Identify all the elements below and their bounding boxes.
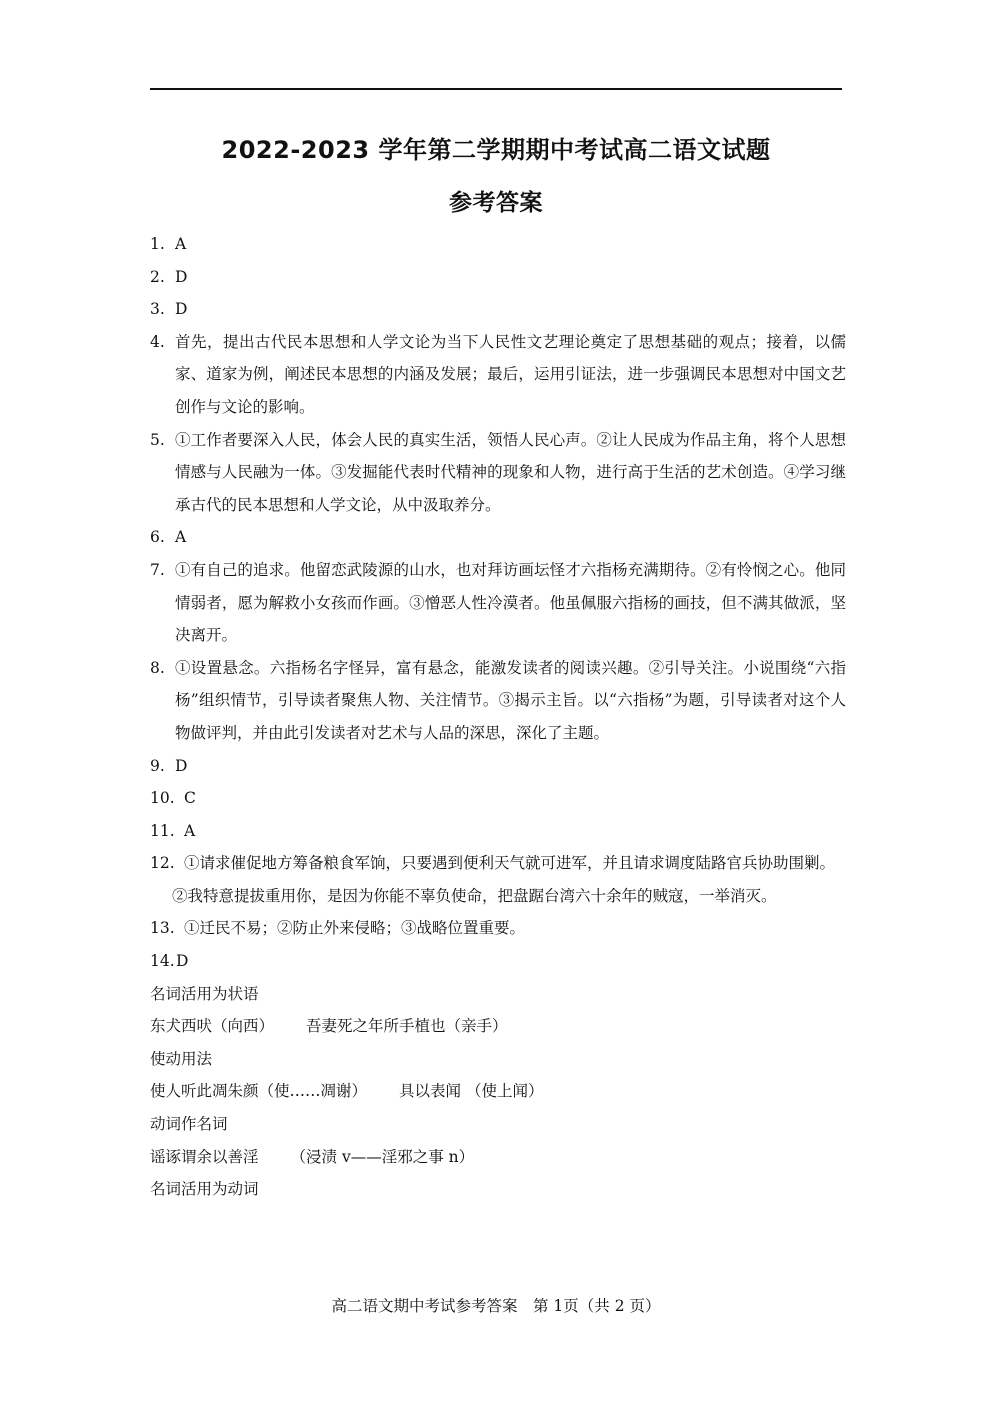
note-heading-4: 名词活用为动词 (150, 1180, 259, 1199)
answer-item-11 (150, 815, 846, 848)
answer-number: 10. (150, 789, 175, 808)
note-example: 使人听此凋朱颜（使……凋谢） (150, 1082, 368, 1101)
answer-number: 8. (150, 658, 165, 677)
page-footer: 高二语文期中考试参考答案 第 1页（共 2 页） (331, 1297, 661, 1315)
answer-item-2 (150, 261, 846, 294)
answer-number: 12. (150, 854, 175, 873)
answer-text (184, 847, 846, 880)
note-example: 东犬西吠（向西） (150, 1017, 275, 1036)
note-example: 谣诼谓余以善淫 (150, 1147, 259, 1166)
note-example: 具以表闻 （使上闻） (399, 1082, 544, 1101)
answer-text: D (176, 952, 189, 971)
answer-item-14 (150, 945, 846, 978)
note-example: （浸渍 v——淫邪之事 n） (290, 1147, 475, 1166)
answer-text: A (175, 528, 187, 547)
answer-text: ①工作者要深入人民，体会人民的真实生活，领悟人民心声。②让人民成为作品主角，将个人思想情感与人民融为一体。③发掘能代表时代精神的现象和人物，进行高于生活的艺术创造。④学习继承古代的民本思想和人学文论，从中汲取养分。 (175, 430, 846, 514)
answer-item-9 (150, 750, 846, 783)
note-example: 吾妻死之年所手植也（亲手） (306, 1017, 508, 1036)
answer-text: D (175, 267, 188, 286)
note-heading-2: 使动用法 (150, 1049, 213, 1068)
answer-text: ①有自己的追求。他留恋武陵源的山水，也对拜访画坛怪才六指杨充满期待。②有怜悯之心。他同情弱者，愿为解救小女孩而作画。③憎恶人性冷漠者。他虽佩服六指杨的画技，但不满其做派，坚决离开。 (175, 560, 846, 645)
page-subtitle: 参考答案 (449, 190, 543, 216)
answer-number: 1. (150, 235, 165, 253)
answer-list (150, 228, 846, 1206)
answer-number: 9. (150, 756, 165, 775)
answer-item-3 (150, 293, 846, 326)
answer-number: 3. (150, 300, 165, 319)
answer-number: 6. (150, 528, 165, 547)
answer-number: 2. (150, 267, 165, 286)
answer-item-1 (150, 228, 846, 261)
answer-item-5 (150, 424, 846, 522)
answer-text: C (184, 789, 196, 808)
answer-item-10 (150, 782, 846, 815)
note-heading-3: 动词作名词 (150, 1115, 228, 1134)
answer-item-8 (150, 652, 846, 750)
answer-text: ①迁民不易；②防止外来侵略；③战略位置重要。 (184, 919, 526, 938)
answer-number: 11. (150, 821, 175, 840)
note-line-2 (150, 1075, 846, 1108)
answer-text: A (175, 235, 187, 253)
answer-number: 7. (150, 560, 165, 579)
answer-item-7 (150, 554, 846, 652)
note-line-3 (150, 1141, 846, 1174)
answer-item-4 (150, 326, 846, 424)
answer-number: 5. (150, 430, 165, 449)
answer-item-13 (150, 912, 846, 945)
header-rule (150, 88, 842, 90)
page-title: 2022-2023 学年第二学期期中考试高二语文试题 (221, 136, 771, 164)
answer-text: ①设置悬念。六指杨名字怪异，富有悬念，能激发读者的阅读兴趣。②引导关注。小说围绕“六指杨”组织情节，引导读者聚焦人物、关注情节。③揭示主旨。以“六指杨”为题，引导读者对这个人物做评判，并由此引发读者对艺术与人品的深思，深化了主题。 (175, 658, 846, 742)
answer-item-12 (150, 847, 846, 880)
answer-text: A (184, 821, 196, 840)
answer-text: D (175, 300, 188, 319)
answer-number: 14. (150, 952, 175, 971)
answer-part-1: ①请求催促地方筹备粮食军饷，只要遇到便利天气就可进军，并且请求调度陆路官兵协助围剿。 (184, 854, 836, 873)
answer-text: 首先，提出古代民本思想和人学文论为当下人民性文艺理论奠定了思想基础的观点；接着，以儒家、道家为例，阐述民本思想的内涵及发展；最后，运用引证法，进一步强调民本思想对中国文艺创作与文论的影响。 (175, 332, 846, 416)
note-heading-1: 名词活用为状语 (150, 984, 259, 1003)
answer-item-12-part-2: ②我特意提拔重用你，是因为你能不辜负使命，把盘踞台湾六十余年的贼寇，一举消灭。 (172, 886, 777, 905)
note-line-1 (150, 1010, 846, 1043)
answer-text: D (175, 756, 188, 775)
answer-number: 4. (150, 332, 165, 351)
answer-number: 13. (150, 919, 175, 938)
answer-item-6 (150, 521, 846, 554)
